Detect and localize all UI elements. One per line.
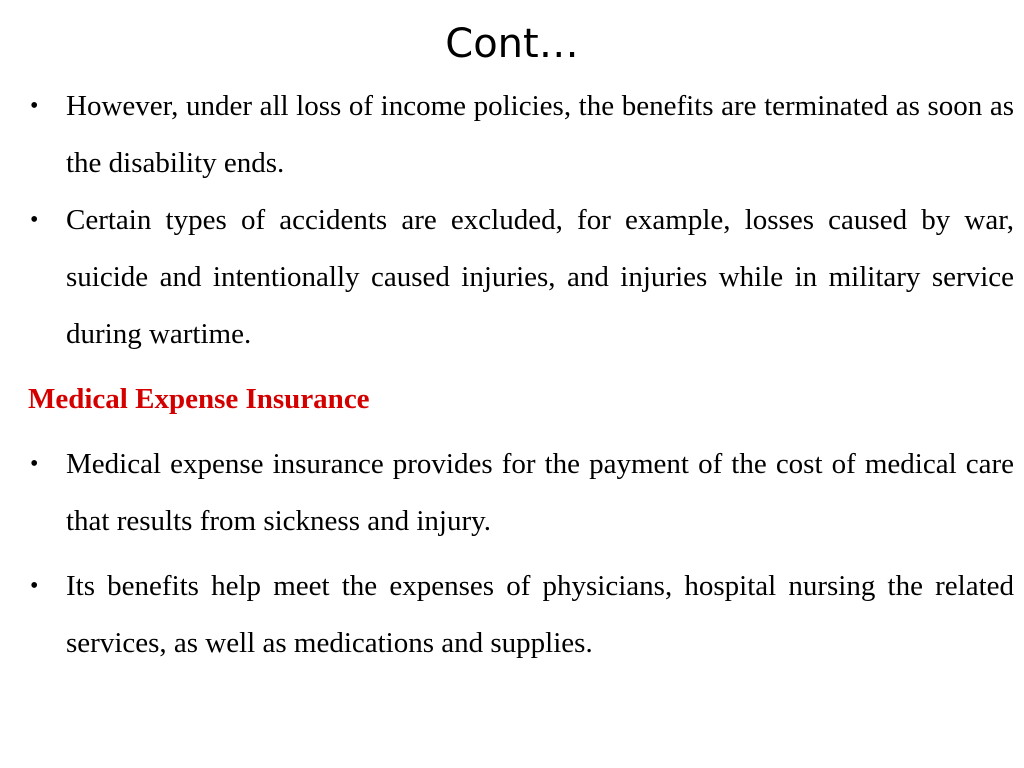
bullet-text: However, under all loss of income policies, the benefits are terminated as soon as the disability ends. [66, 90, 1014, 179]
section-heading: Medical Expense Insurance [28, 383, 370, 415]
bullet-dot-icon: • [30, 573, 39, 599]
bullet-item [28, 436, 1014, 550]
bullet-dot-icon: • [30, 93, 39, 119]
bullet-item [28, 192, 1014, 363]
bullet-dot-icon: • [30, 451, 39, 477]
bullet-item [28, 78, 1014, 192]
slide-content [28, 78, 1014, 672]
bullet-text: Medical expense insurance provides for the payment of the cost of medical care that results from sickness and injury. [66, 448, 1014, 537]
bullet-text: Certain types of accidents are excluded, for example, losses caused by war, suicide and intentionally caused injuries, and injuries while in military service during wartime. [66, 204, 1014, 350]
bullet-item [28, 558, 1014, 672]
slide-title: Cont… [445, 21, 579, 67]
bullet-dot-icon: • [30, 207, 39, 233]
bullet-text: Its benefits help meet the expenses of physicians, hospital nursing the related services, as well as medications and supplies. [66, 570, 1014, 659]
